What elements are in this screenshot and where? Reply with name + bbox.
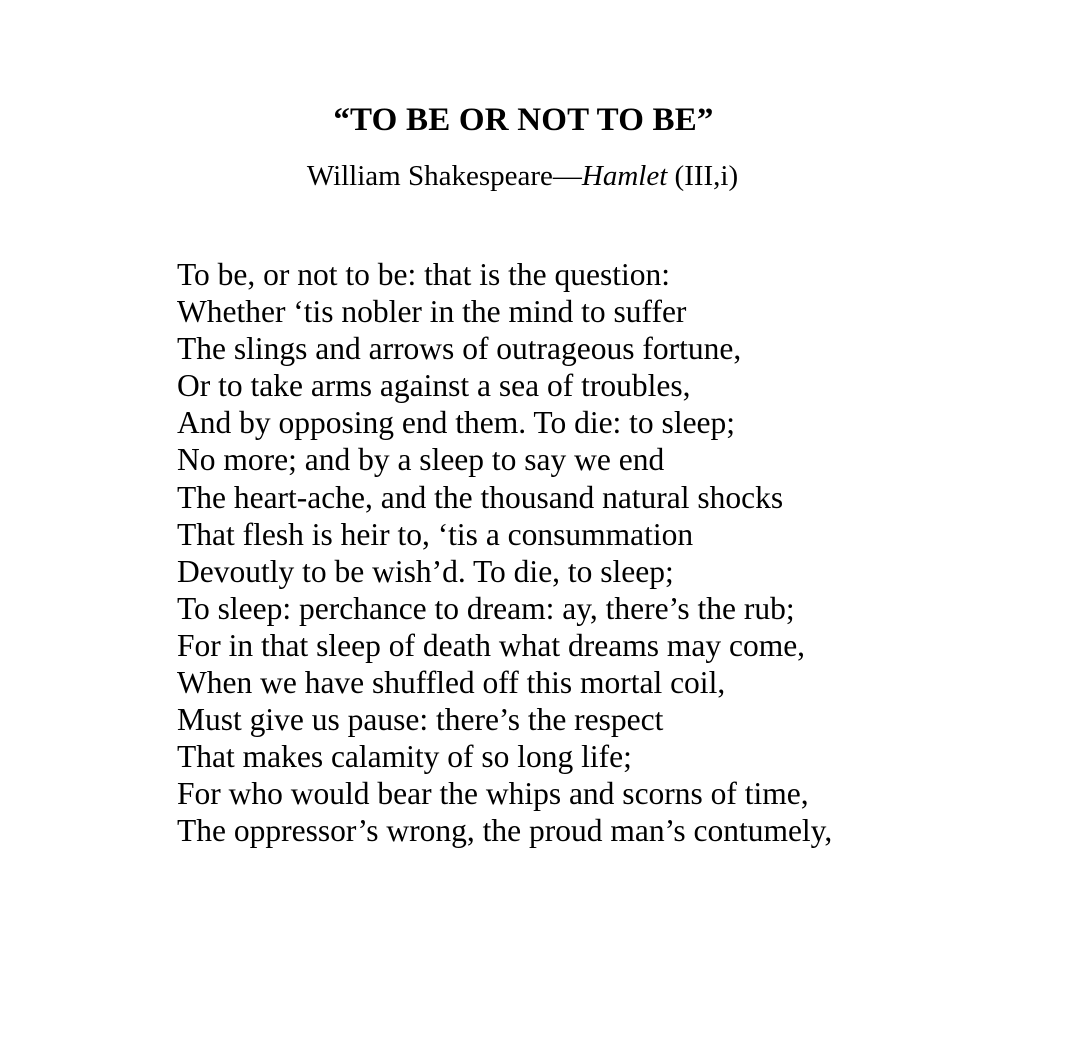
poem-title: “TO BE OR NOT TO BE” [333, 102, 714, 138]
poem-line: Whether ‘tis nobler in the mind to suffer [177, 294, 687, 330]
act-scene: (III,i) [667, 160, 739, 192]
poem-line: And by opposing end them. To die: to sleep; [177, 405, 736, 441]
poem-line: Devoutly to be wish’d. To die, to sleep; [177, 553, 674, 589]
poem-line: That makes calamity of so long life; [177, 739, 632, 775]
poem-line: To be, or not to be: that is the question: [177, 257, 670, 292]
poem-line: Must give us pause: there’s the respect [177, 702, 664, 738]
poem-line: No more; and by a sleep to say we end [177, 442, 665, 478]
poem-line: For who would bear the whips and scorns of time, [177, 776, 809, 812]
work-title: Hamlet [581, 160, 668, 192]
poem-line: The slings and arrows of outrageous fortune, [177, 331, 742, 367]
poem-text [177, 256, 832, 850]
poem-line: When we have shuffled off this mortal coil, [177, 665, 726, 701]
author-name: William Shakespeare— [306, 160, 582, 192]
attribution [0, 157, 1045, 195]
poem-line: The oppressor’s wrong, the proud man’s contumely, [177, 813, 833, 849]
poem-line: For in that sleep of death what dreams may come, [177, 627, 806, 663]
poem-line: Or to take arms against a sea of troubles, [177, 368, 691, 404]
poem-line: To sleep: perchance to dream: ay, there’s the rub; [177, 590, 795, 626]
poem-line: That flesh is heir to, ‘tis a consummation [177, 516, 694, 552]
poem-line: The heart-ache, and the thousand natural shocks [177, 479, 784, 515]
